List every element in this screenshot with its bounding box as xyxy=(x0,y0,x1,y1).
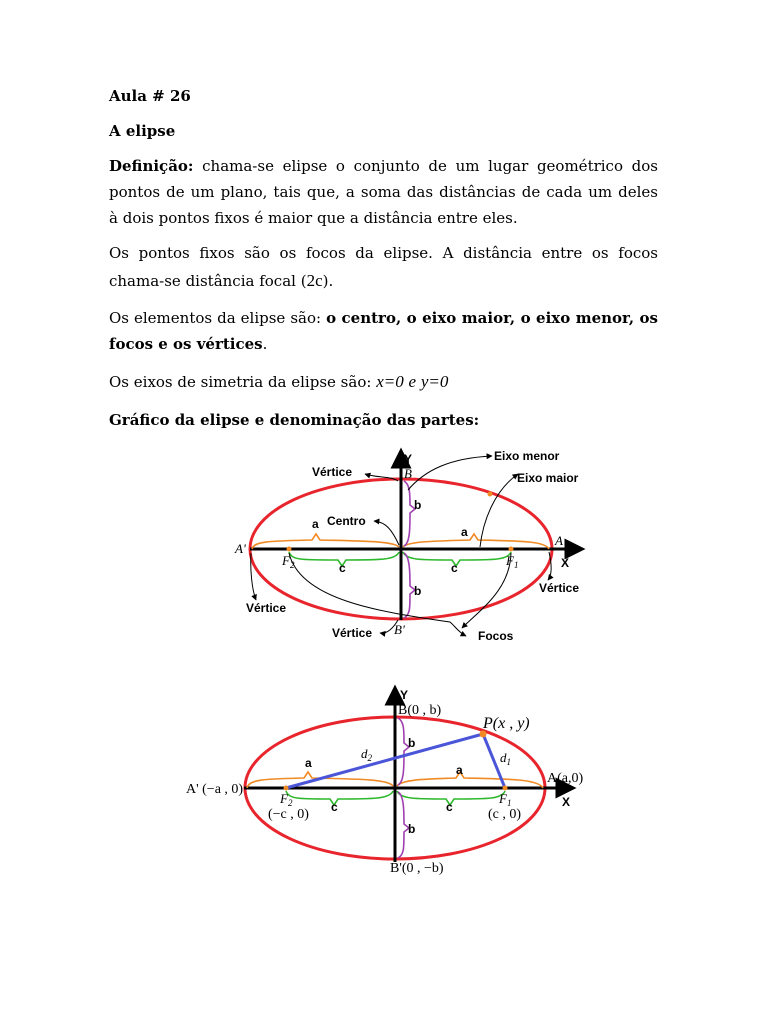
callout-vertice-left: Vértice xyxy=(246,601,287,615)
definition-text-1: chama-se elipse o conjunto de um lugar geométrico dos xyxy=(202,157,658,175)
semi-minor-label-top-2: b xyxy=(408,736,416,750)
semi-major-label-right-2: a xyxy=(456,763,463,777)
focus-f2-coord: (−c , 0) xyxy=(268,807,309,822)
arrow-eixo-menor xyxy=(408,456,492,490)
callout-vertice-right: Vértice xyxy=(539,581,580,595)
arrow-focos-left xyxy=(289,553,466,636)
vertex-b-prime-coord: B'(0 , −b) xyxy=(390,861,444,876)
semi-major-label-left-2: a xyxy=(305,756,312,770)
callout-vertice-bottom: Vértice xyxy=(332,626,373,640)
symmetry-text: Os eixos de simetria da elipse são: xyxy=(109,373,372,391)
focal-label-right: c xyxy=(451,561,458,575)
focus-f1-dot xyxy=(509,547,514,552)
elements-bold-2: focos e os vértices xyxy=(109,335,263,353)
semi-major-brace-right xyxy=(403,534,549,549)
focus-f2-label-2: $F_2$ xyxy=(280,791,293,808)
focal-brace-left-2 xyxy=(286,791,393,805)
semi-major-label-right: a xyxy=(461,525,468,539)
callout-vertice-top: Vértice xyxy=(312,465,353,479)
semi-major-brace-right-2 xyxy=(397,772,543,788)
semi-minor-brace-top-2 xyxy=(398,718,409,785)
vertex-b-prime-label: B' xyxy=(394,622,405,637)
focus-f1-label-2: $F_1$ xyxy=(499,791,512,808)
arrow-focos-right xyxy=(462,553,511,628)
focal-distance-expression: 2c xyxy=(306,271,323,290)
symmetry-eq-1: x=0 xyxy=(376,372,404,391)
definition-label: Definição: xyxy=(109,157,194,175)
focal-label-left: c xyxy=(339,561,346,575)
eixo-maior-dot xyxy=(488,492,493,497)
semi-minor-label-top: b xyxy=(414,498,422,512)
symmetry-and: e xyxy=(408,372,417,391)
foci-line-2-suffix: ). xyxy=(322,272,334,290)
elements-bold-1: o centro, o eixo maior, o eixo menor, os xyxy=(326,309,658,327)
focal-label-right-2: c xyxy=(446,800,453,814)
semi-major-brace-left xyxy=(252,534,399,549)
elements-suffix: . xyxy=(262,335,268,353)
graph-title: Gráfico da elipse e denominação das partes: xyxy=(109,411,480,429)
focus-f2-label: $F_2$ xyxy=(282,553,295,570)
focus-f1-coord: (c , 0) xyxy=(488,807,522,822)
elements-prefix: Os elementos da elipse são: xyxy=(109,309,327,327)
ellipse-parts-diagram xyxy=(234,449,579,643)
vertex-a-coord: A(a,0) xyxy=(547,771,584,786)
x-axis-label: X xyxy=(561,556,570,570)
semi-major-label-left: a xyxy=(312,517,319,531)
arrow-eixo-maior xyxy=(480,474,518,547)
y-axis-label: Y xyxy=(404,452,413,466)
vertex-b-label: B xyxy=(404,466,412,481)
focus-f2-dot xyxy=(287,547,292,552)
symmetry-eq-2: y=0 xyxy=(420,372,449,391)
point-p-label: P(x , y) xyxy=(483,715,530,732)
focus-f2-dot-2 xyxy=(284,786,289,791)
definition-line-2: pontos de um plano, tais que, a soma das distâncias de cada um deles xyxy=(109,183,658,201)
callout-centro: Centro xyxy=(327,514,366,528)
callout-eixo-maior: Eixo maior xyxy=(517,471,579,485)
vertex-a-prime-coord: A' (−a , 0) xyxy=(186,782,244,797)
callout-eixo-menor: Eixo menor xyxy=(494,449,560,463)
distance-d2-line xyxy=(286,734,483,788)
x-axis-label-2: X xyxy=(562,795,571,809)
semi-minor-brace-top xyxy=(404,481,415,546)
focus-f1-label: $F_1$ xyxy=(506,553,519,570)
semi-minor-label-bottom-2: b xyxy=(408,822,416,836)
callout-focos: Focos xyxy=(478,629,514,643)
topic-title: A elipse xyxy=(109,122,176,140)
y-axis-label-2: Y xyxy=(400,688,409,702)
semi-minor-label-bottom: b xyxy=(414,584,422,598)
foci-line-2-prefix: chama-se distância focal ( xyxy=(109,272,307,290)
vertex-b-coord: B(0 , b) xyxy=(398,703,442,718)
ellipse-equation-diagram xyxy=(186,688,583,876)
vertex-a-label: A xyxy=(555,533,563,548)
distance-d2-label: $d_2$ xyxy=(361,746,372,763)
lesson-heading: Aula # 26 xyxy=(109,87,191,105)
distance-d1-label: $d_1$ xyxy=(500,750,511,767)
definition-line-3: à dois pontos fixos é maior que a distância entre eles. xyxy=(109,209,518,227)
focal-label-left-2: c xyxy=(331,800,338,814)
vertex-a-prime-label: A' xyxy=(235,541,246,556)
foci-line-1: Os pontos fixos são os focos da elipse. A distância entre os focos xyxy=(109,244,658,262)
focus-f1-dot-2 xyxy=(503,786,508,791)
